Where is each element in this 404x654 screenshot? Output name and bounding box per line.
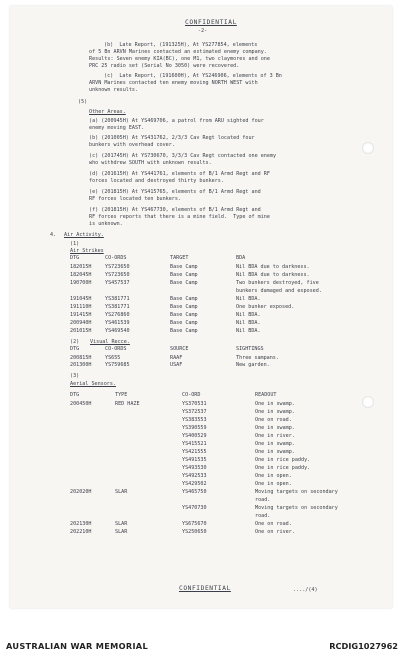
- table-cell: One in rice paddy.: [255, 465, 311, 471]
- table-cell: YS415521: [182, 441, 207, 447]
- table-cell: YS457537: [105, 280, 130, 286]
- punch-hole: [362, 142, 374, 154]
- document-page: [10, 6, 392, 608]
- paragraph-line: who withdrew SOUTH with unknown results.: [89, 160, 212, 166]
- table-cell: One in swamp.: [255, 409, 295, 415]
- table-cell: Nil BDA.: [236, 328, 261, 334]
- column-header: SOURCE: [170, 346, 189, 352]
- table-cell: Base Camp: [170, 280, 198, 286]
- paragraph-line: PRC 25 radio set (Serial No 3050) were recovered.: [89, 63, 240, 69]
- paragraph-line: (e) (201815H) At YS415765, elements of B/1 Armd Regt and: [89, 189, 261, 195]
- table-cell: Two bunkers destroyed, five: [236, 280, 319, 286]
- column-header: CO-ORD: [182, 392, 201, 398]
- table-cell: One on river.: [255, 529, 295, 535]
- column-header: DTG: [70, 392, 80, 398]
- column-header: TARGET: [170, 255, 189, 261]
- table-cell: SLAR: [115, 529, 128, 535]
- paragraph-line: Results: Seven enemy KIA(BC), one M1, two claymores and one: [89, 56, 270, 62]
- section-number: 4.: [50, 232, 57, 238]
- table-cell: Moving targets on secondary: [255, 489, 338, 495]
- column-header: CO-ORDS: [105, 346, 127, 352]
- paragraph-line: (b) (201005H) At YS431762, 2/3/3 Cav Regt located four: [89, 135, 255, 141]
- institution-name: AUSTRALIAN WAR MEMORIAL: [6, 641, 148, 651]
- table-cell: Nil BDA.: [236, 320, 261, 326]
- table-cell: SLAR: [115, 521, 128, 527]
- table-cell: YS421555: [182, 449, 207, 455]
- table-cell: YS470730: [182, 505, 207, 511]
- continuation-marker: ..../(4): [293, 587, 318, 593]
- subsection-number: (3): [70, 373, 80, 379]
- paragraph-line: forces located and destroyed thirty bunkers.: [89, 178, 224, 184]
- section-title: Other Areas.: [89, 109, 126, 115]
- table-cell: New garden.: [236, 362, 270, 368]
- table-cell: YS723650: [105, 264, 130, 270]
- paragraph-line: (c) (201745H) At YS730670, 3/3/3 Cav Regt contacted one enemy: [89, 153, 277, 159]
- table-cell: YS390559: [182, 425, 207, 431]
- classification-top: CONFIDENTIAL: [185, 19, 237, 26]
- paragraph-line: unknown results.: [89, 87, 139, 93]
- table-cell: YS429502: [182, 481, 207, 487]
- table-cell: 182015H: [70, 264, 92, 270]
- table-cell: One in swamp.: [255, 441, 295, 447]
- table-cell: road.: [255, 497, 271, 503]
- column-header: DTG: [70, 346, 80, 352]
- subsection-title: Air Strikes: [70, 248, 104, 254]
- table-cell: YS370531: [182, 401, 207, 407]
- table-cell: One in river.: [255, 433, 295, 439]
- subsection-number: (1): [70, 241, 80, 247]
- table-cell: Three sampans.: [236, 355, 279, 361]
- column-header: BDA: [236, 255, 246, 261]
- paragraph-line: (f) (201815H) At YS467730, elements of B/1 Armd Regt and: [89, 207, 261, 213]
- table-cell: RED HAZE: [115, 401, 140, 407]
- paragraph-line: enemy moving EAST.: [89, 125, 145, 131]
- table-cell: One in swamp.: [255, 449, 295, 455]
- table-cell: YS276860: [105, 312, 130, 318]
- table-cell: YS461539: [105, 320, 130, 326]
- table-cell: YS250650: [182, 529, 207, 535]
- page-number: -2-: [198, 28, 208, 34]
- table-cell: Nil BDA.: [236, 312, 261, 318]
- table-cell: YS675670: [182, 521, 207, 527]
- paragraph-line: RF forces reports that there is a mine field. Type of mine: [89, 214, 270, 220]
- table-cell: 191110H: [70, 304, 92, 310]
- punch-hole: [362, 396, 374, 408]
- table-cell: One in open.: [255, 473, 292, 479]
- table-cell: road.: [255, 513, 271, 519]
- table-cell: 190700H: [70, 280, 92, 286]
- table-cell: Base Camp: [170, 264, 198, 270]
- table-cell: One in swamp.: [255, 425, 295, 431]
- table-cell: YS469540: [105, 328, 130, 334]
- paragraph-line: is unknown.: [89, 221, 123, 227]
- classification-bottom: CONFIDENTIAL: [179, 585, 231, 592]
- paragraph-line: RF forces located ten bunkers.: [89, 196, 182, 202]
- column-header: DTG: [70, 255, 80, 261]
- section-title: Air Activity.: [64, 232, 104, 238]
- section-number: (5): [78, 99, 88, 105]
- document-reference: RCDIG1027962: [329, 641, 398, 651]
- table-cell: 201300H: [70, 362, 92, 368]
- table-cell: 201015H: [70, 328, 92, 334]
- paragraph-line: (d) (201615H) At YS441761, elements of B/1 Armd Regt and RF: [89, 171, 270, 177]
- table-cell: Base Camp: [170, 272, 198, 278]
- table-cell: Base Camp: [170, 328, 198, 334]
- table-cell: One on road.: [255, 521, 292, 527]
- column-header: READOUT: [255, 392, 277, 398]
- table-cell: YS655: [105, 355, 121, 361]
- subsection-title: Visual Recce.: [90, 339, 130, 345]
- table-cell: 200450H: [70, 401, 92, 407]
- table-cell: Base Camp: [170, 296, 198, 302]
- table-cell: One in rice paddy.: [255, 457, 311, 463]
- table-cell: 202020H: [70, 489, 92, 495]
- table-cell: One in swamp.: [255, 401, 295, 407]
- table-cell: Nil BDA.: [236, 296, 261, 302]
- table-cell: 202130H: [70, 521, 92, 527]
- table-cell: 200815H: [70, 355, 92, 361]
- table-cell: YS372537: [182, 409, 207, 415]
- table-cell: 182045H: [70, 272, 92, 278]
- table-cell: One bunker exposed.: [236, 304, 295, 310]
- table-cell: Nil BDA due to darkness.: [236, 272, 310, 278]
- table-cell: bunkers damaged and exposed.: [236, 288, 322, 294]
- table-cell: One on road.: [255, 417, 292, 423]
- subsection-number: (2): [70, 339, 80, 345]
- table-cell: Base Camp: [170, 320, 198, 326]
- archive-footer: [0, 612, 404, 654]
- table-cell: YS493530: [182, 465, 207, 471]
- subsection-title: Aerial Sensors.: [70, 381, 117, 387]
- column-header: CO-ORDS: [105, 255, 127, 261]
- table-cell: USAF: [170, 362, 183, 368]
- paragraph-line: (b) Late Report, (191325H), At YS277854, elements: [104, 42, 258, 48]
- table-cell: YS491535: [182, 457, 207, 463]
- table-cell: Nil BDA due to darkness.: [236, 264, 310, 270]
- paragraph-line: ARVN Marines contacted ten enemy moving NORTH WEST with: [89, 80, 258, 86]
- paragraph-line: bunkers with overhead cover.: [89, 142, 175, 148]
- paragraph-line: (c) Late Report, (191600H), At YS246906, elements of 3 Bn: [104, 73, 282, 79]
- table-cell: SLAR: [115, 489, 128, 495]
- table-cell: RAAF: [170, 355, 183, 361]
- paragraph-line: of 5 Bn ARVN Marines contacted an estimated enemy company.: [89, 49, 267, 55]
- table-cell: YS465750: [182, 489, 207, 495]
- table-cell: 191415H: [70, 312, 92, 318]
- table-cell: 191045H: [70, 296, 92, 302]
- table-cell: 202210H: [70, 529, 92, 535]
- table-cell: Base Camp: [170, 304, 198, 310]
- column-header: TYPE: [115, 392, 128, 398]
- table-cell: Base Camp: [170, 312, 198, 318]
- table-cell: YS492533: [182, 473, 207, 479]
- column-header: SIGHTINGS: [236, 346, 264, 352]
- paragraph-line: (a) (200945H) At YS469706, a patrol from ARU sighted four: [89, 118, 264, 124]
- table-cell: 200940H: [70, 320, 92, 326]
- table-cell: YS381771: [105, 304, 130, 310]
- table-cell: Moving targets on secondary: [255, 505, 338, 511]
- table-cell: YS759685: [105, 362, 130, 368]
- table-cell: YS723650: [105, 272, 130, 278]
- table-cell: One in open.: [255, 481, 292, 487]
- table-cell: YS383553: [182, 417, 207, 423]
- table-cell: YS400529: [182, 433, 207, 439]
- table-cell: YS381771: [105, 296, 130, 302]
